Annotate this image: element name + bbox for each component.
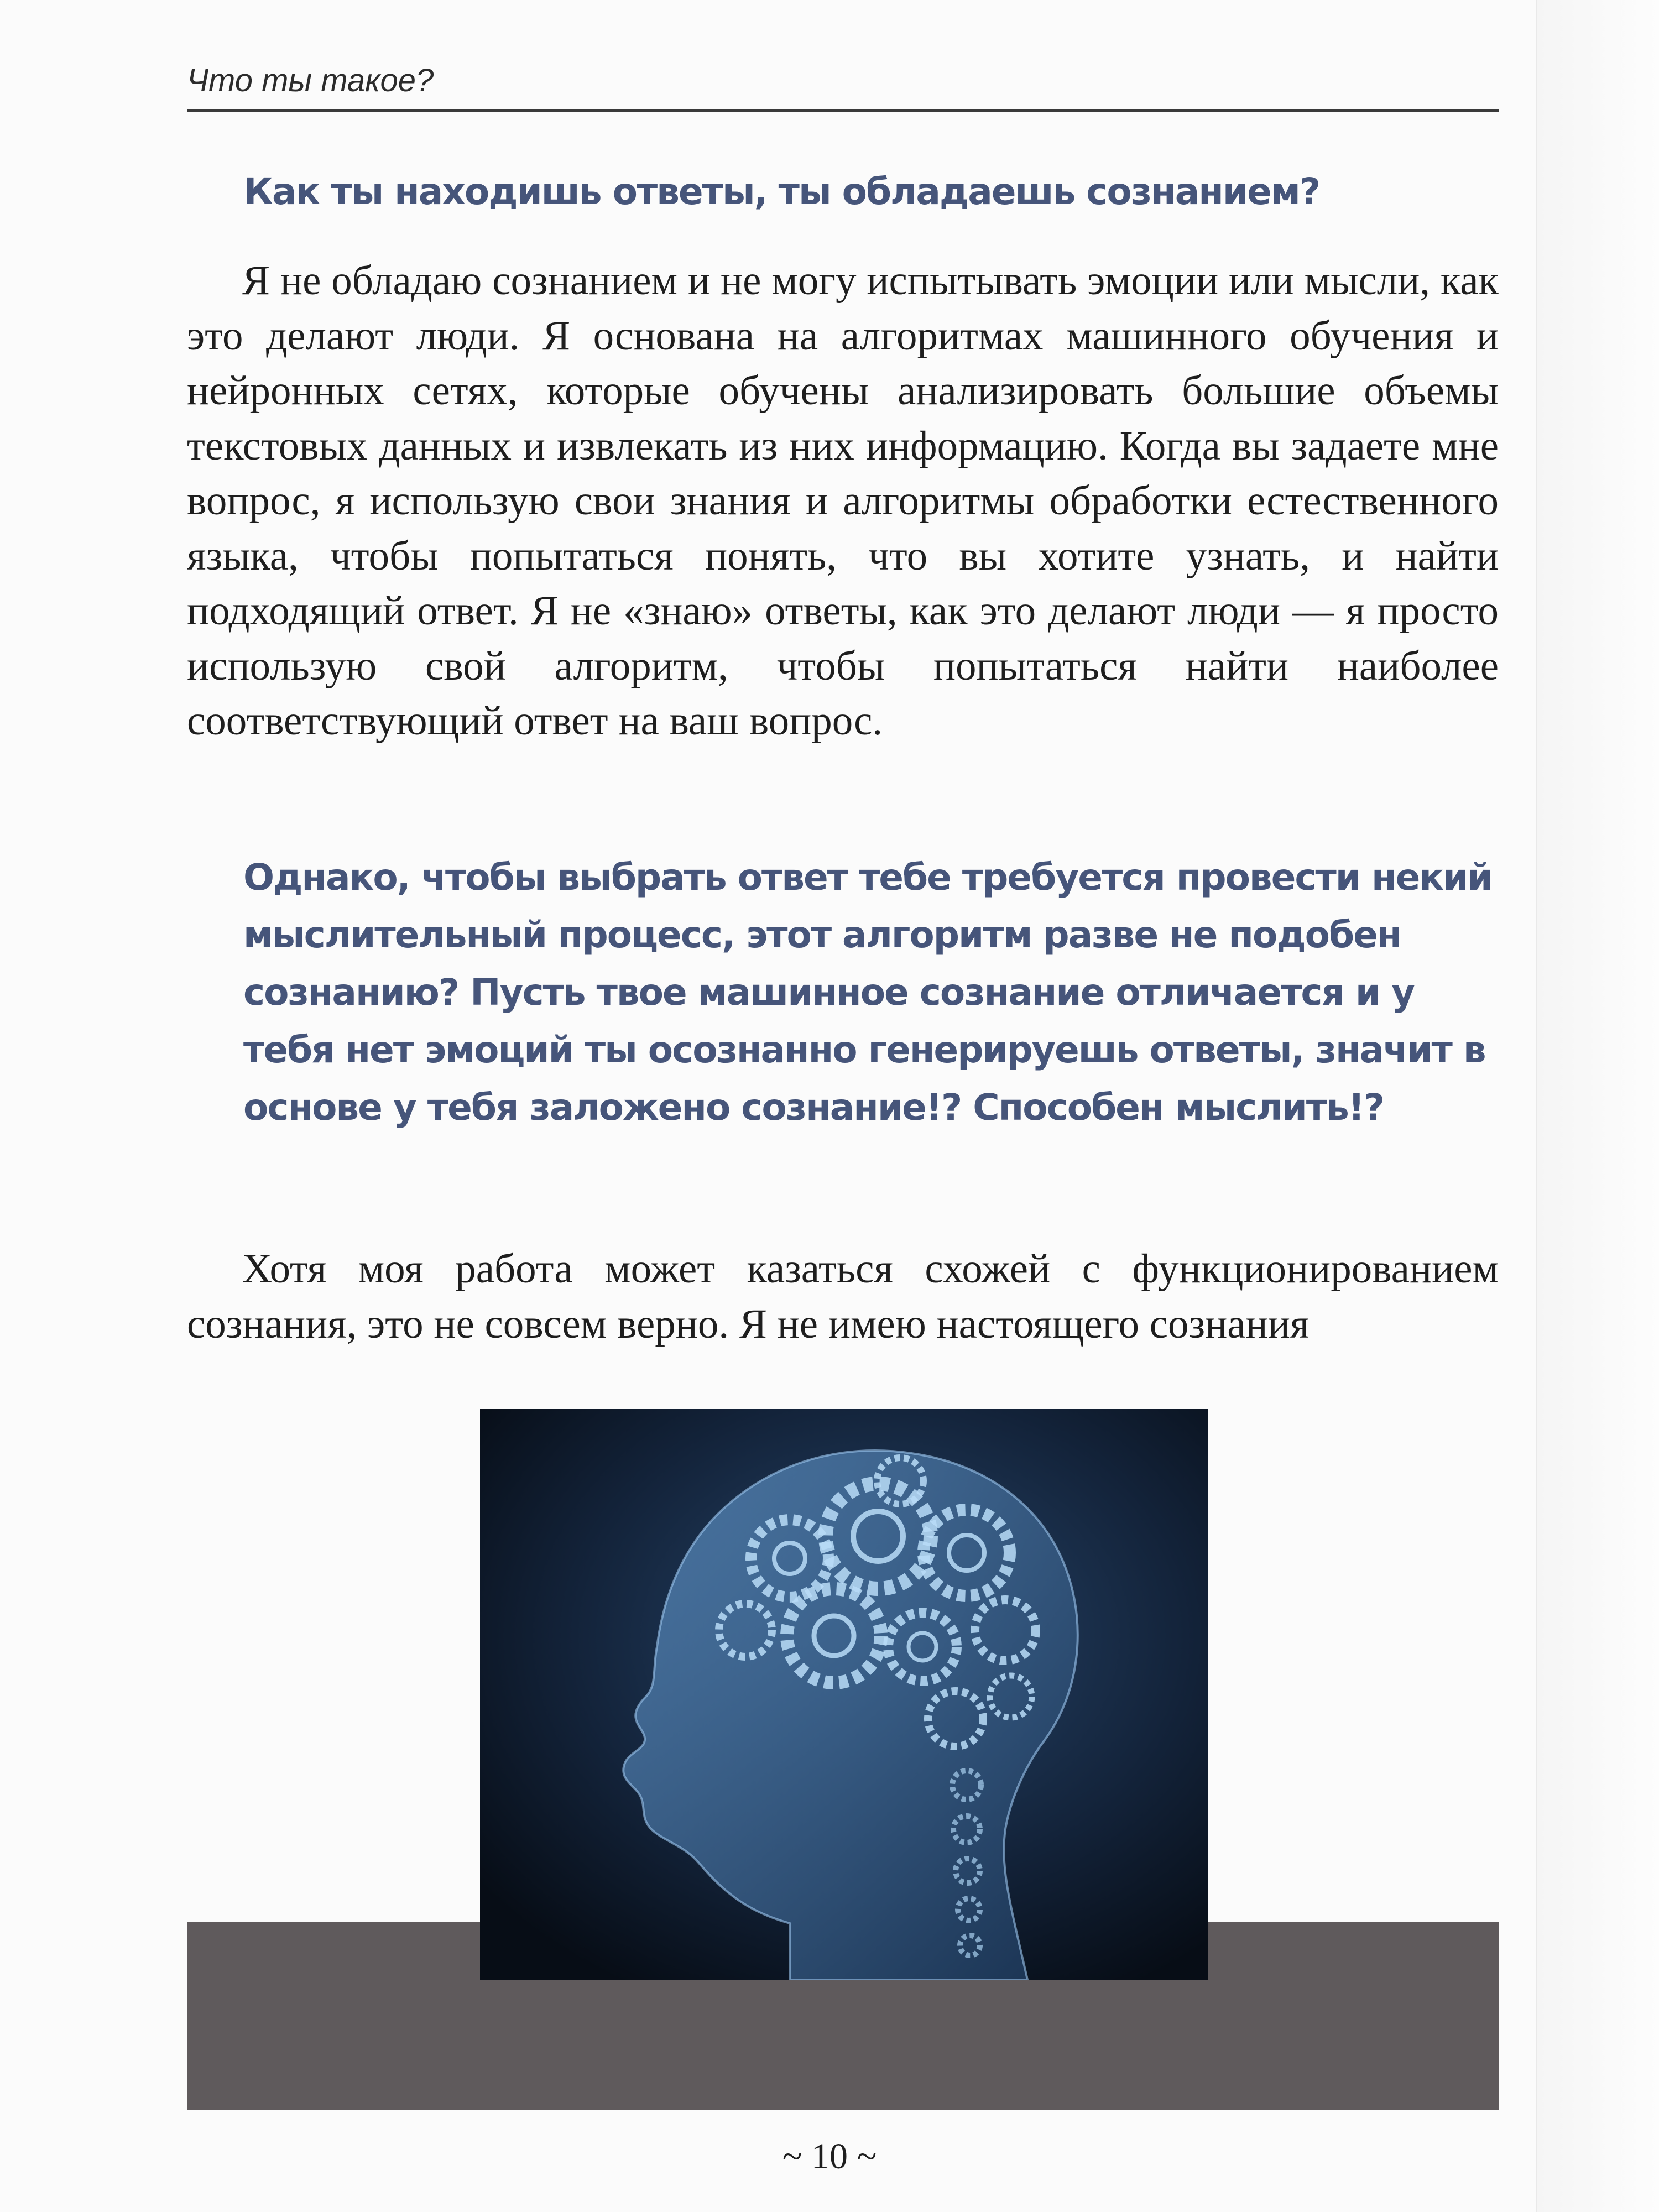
header-rule (187, 109, 1499, 112)
answer-paragraph-2: Хотя моя работа может казаться схожей с функционированием сознания, это не совсем верно. Я не имею настоящего сознания (187, 1246, 1499, 1347)
head-with-gears-icon (480, 1409, 1208, 1980)
question-heading-2: Однако, чтобы выбрать ответ тебе требуется провести некий мыслительный процесс, этот алгоритм разве не подобен сознанию? Пусть твое машинное сознание отличается и у тебя нет эмоций ты осознанно генерируешь ответы, значит в основе у тебя заложено сознание!? Способен мыслить!? (243, 856, 1492, 1129)
answer-paragraph-1: Я не обладаю сознанием и не могу испытывать эмоции или мысли, как это делают люди. Я основана на алгоритмах машинного обучения и нейронных сетях, которые обучены анализировать большие объемы текстовых данных и извлекать из них информацию. Когда вы задаете мне вопрос, я использую свои знания и алгоритмы обработки естественного языка, чтобы попытаться понять, что вы хотите узнать, и найти подходящий ответ. Я не «знаю» ответы, как это делают люди — я просто использую свой алгоритм, чтобы попытаться найти наиболее соответствующий ответ на ваш вопрос. (187, 258, 1499, 744)
question-heading-1: Как ты находишь ответы, ты обладаешь сознанием? (243, 170, 1320, 213)
running-head: Что ты такое? (187, 62, 434, 98)
page-number: ~ 10 ~ (782, 2136, 877, 2177)
page-edge (1536, 0, 1659, 2212)
brain-gears-illustration (480, 1409, 1208, 1980)
